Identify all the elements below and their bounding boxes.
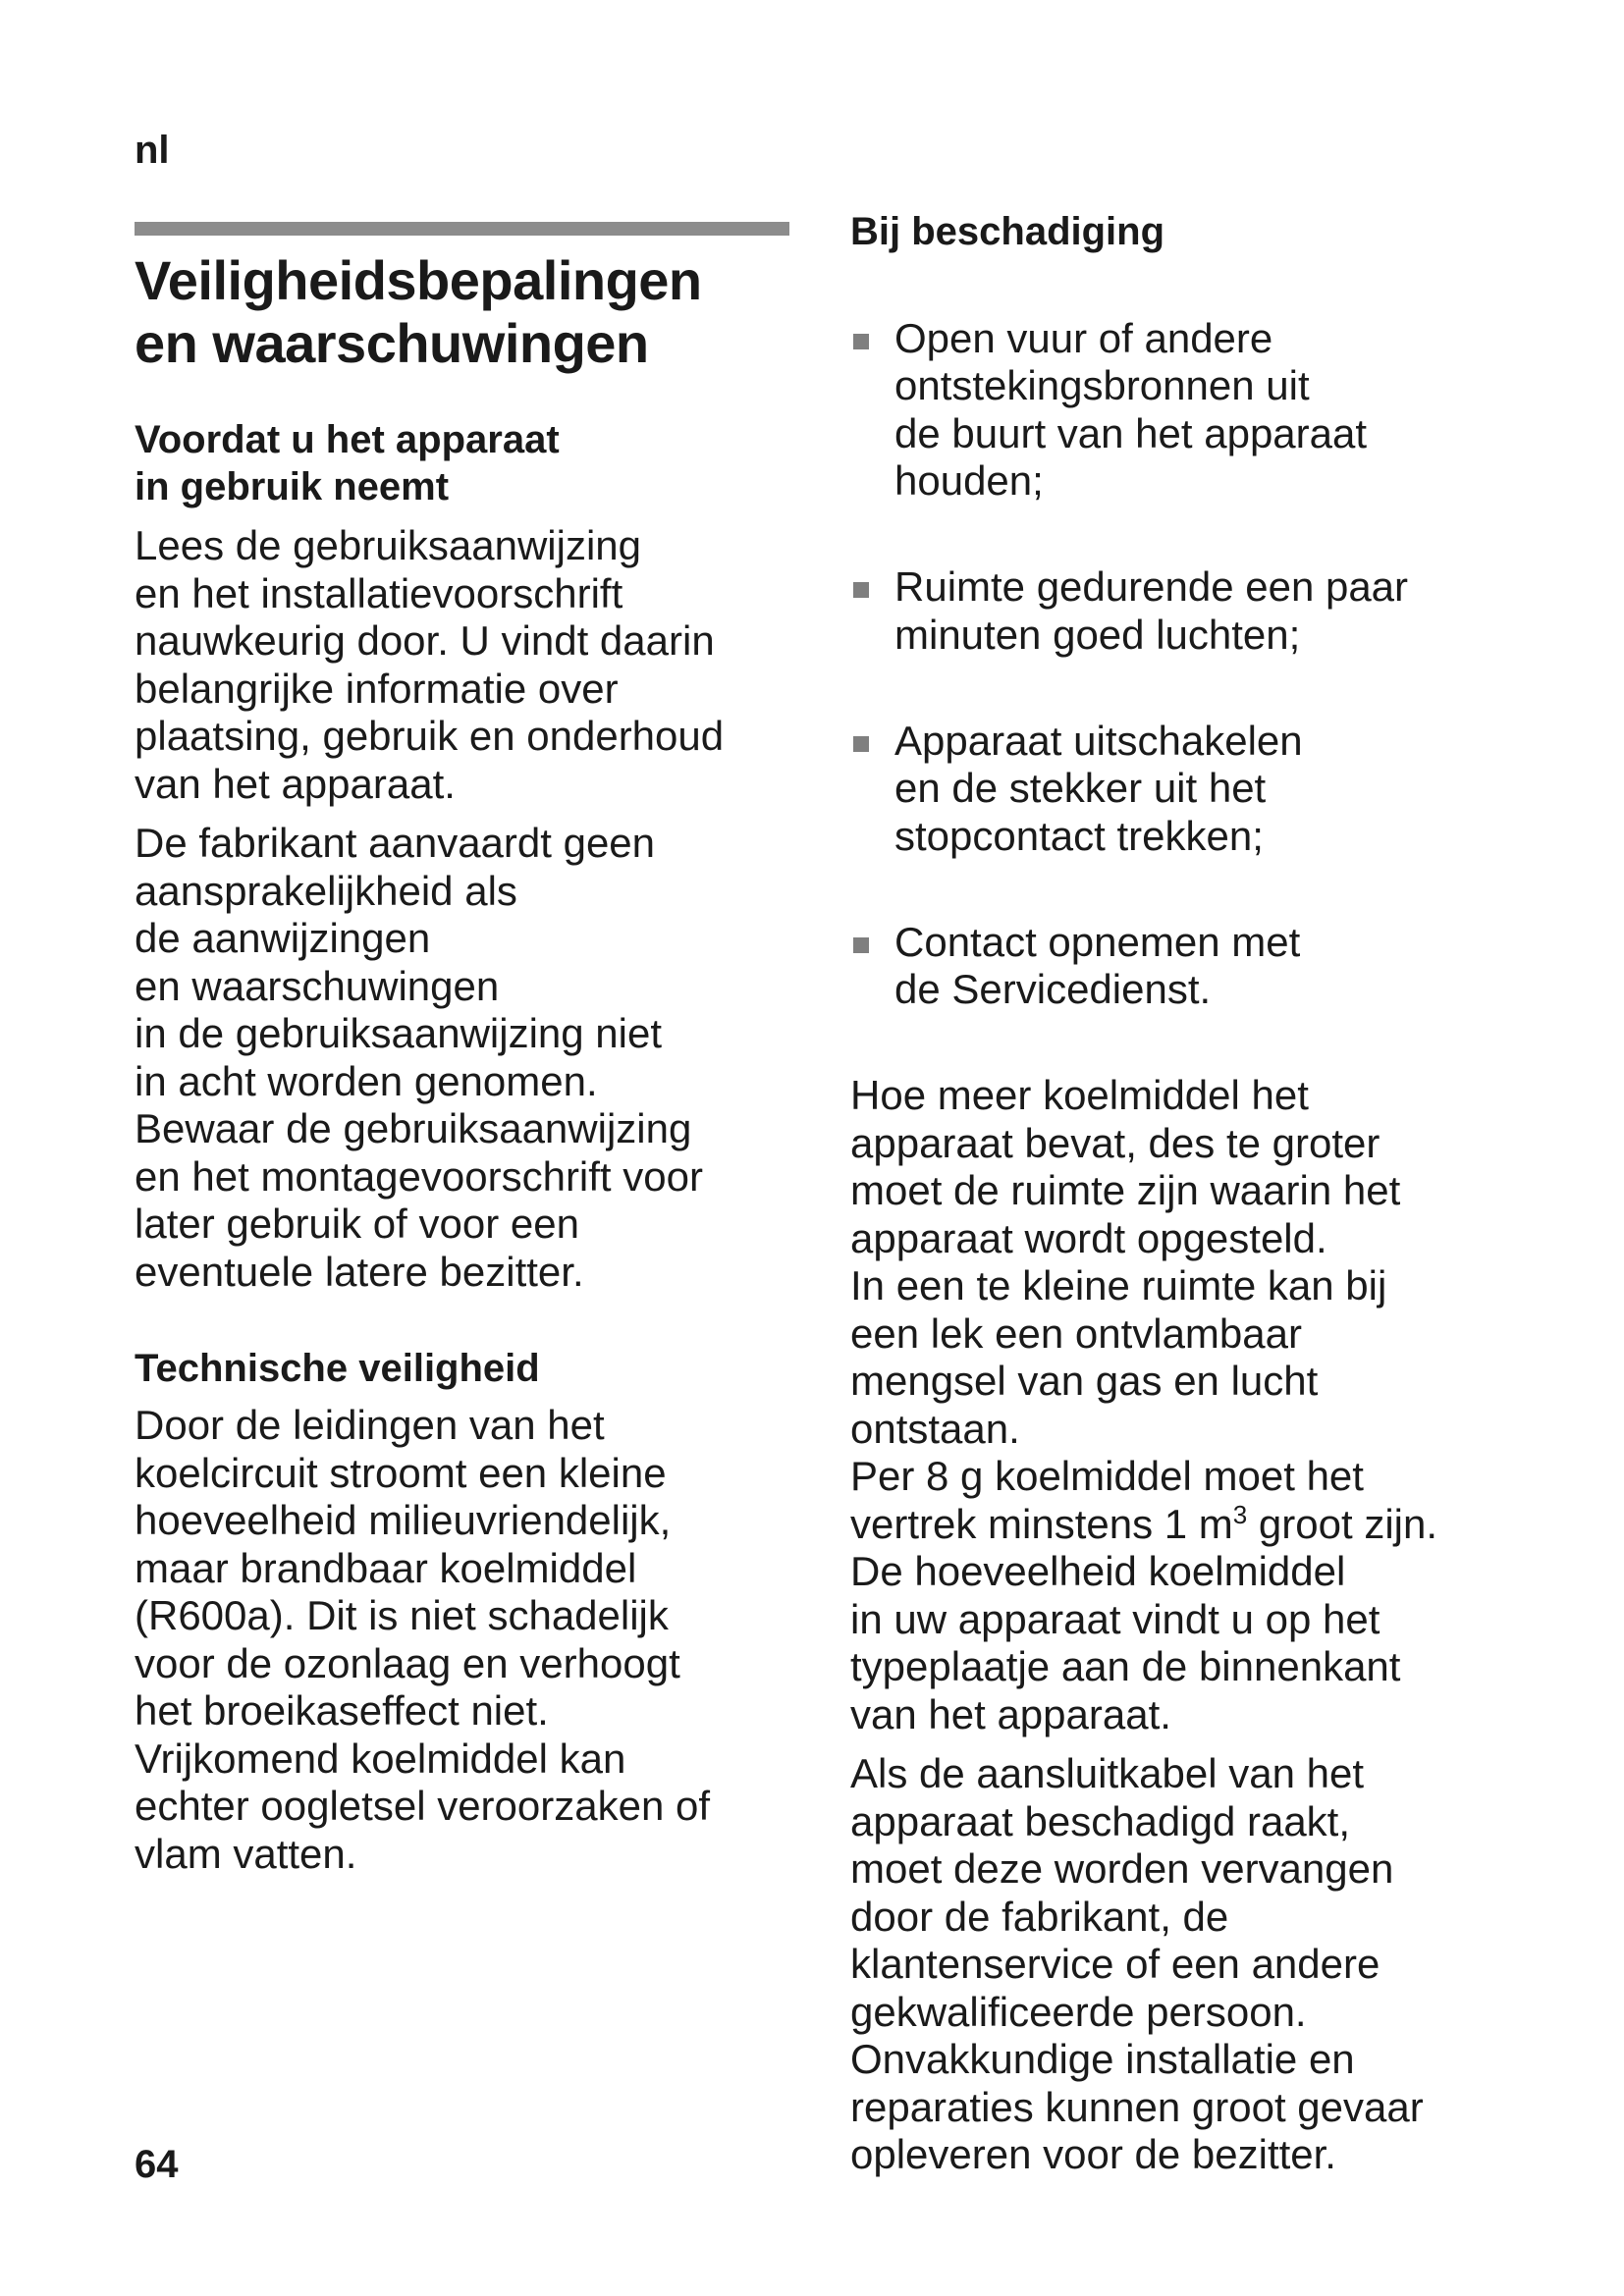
- bullet-square-icon: [853, 582, 869, 598]
- paragraph-power-cable: Als de aansluitkabel van het apparaat beschadigd raakt, moet deze worden vervangen door de fabrikant, de klantenservice of een andere gekwalificeerde persoon. Onvakkundige installatie en reparaties kunnen groot gevaar opleveren voor de bezitter.: [850, 1750, 1424, 2177]
- list-item: [850, 919, 1518, 1014]
- paragraph-refrigerant: Door de leidingen van het koelcircuit stroomt een kleine hoeveelheid milieuvriendelijk, maar brandbaar koelmiddel (R600a). Dit is niet schadelijk voor de ozonlaag en verhoogt het broeikaseffect niet. Vrijkomend koelmiddel kan echter oogletsel veroorzaken of vlam vatten.: [135, 1402, 711, 1877]
- heading-in-case-of-damage: Bij beschadiging: [850, 210, 1165, 253]
- bullet-square-icon: [853, 937, 869, 953]
- list-item: [850, 718, 1518, 861]
- right-column: [850, 208, 1518, 2179]
- language-code: nl: [135, 129, 170, 172]
- list-item-text: Apparaat uitschakelen en de stekker uit het stopcontact trekken;: [894, 717, 1303, 859]
- paragraph-read-instructions: Lees de gebruiksaanwijzing en het installatievoorschrift nauwkeurig door. U vindt daarin belangrijke informatie over plaatsing, gebruik en onderhoud van het apparaat.: [135, 522, 725, 807]
- list-item: [850, 315, 1518, 506]
- room-size-text-a: Hoe meer koelmiddel het apparaat bevat, des te groter moet de ruimte zijn waarin het apparaat wordt opgesteld. In een te kleine ruimte kan bij een lek een ontvlambaar mengsel van gas en lucht ontstaan. Per 8 g koelmiddel moet het vertrek minstens 1 m: [850, 1072, 1401, 1547]
- list-item-text: Ruimte gedurende een paar minuten goed luchten;: [894, 563, 1409, 658]
- list-item-text: Open vuur of andere ontstekingsbronnen uit de buurt van het apparaat houden;: [894, 314, 1368, 504]
- list-item: [850, 563, 1518, 659]
- room-size-text-b: groot zijn. De hoeveelheid koelmiddel in uw apparaat vindt u op het typeplaatje aan de binnenkant van het apparaat.: [850, 1500, 1438, 1737]
- heading-technical-safety: Technische veiligheid: [135, 1347, 540, 1390]
- bullet-square-icon: [853, 736, 869, 752]
- page-number: 64: [135, 2143, 179, 2186]
- list-item-text: Contact opnemen met de Servicedienst.: [894, 918, 1301, 1012]
- section-rule: [135, 222, 789, 236]
- page-title: Veiligheidsbepalingen en waarschuwingen: [135, 249, 702, 374]
- superscript-cubic: 3: [1232, 1499, 1248, 1529]
- heading-before-use: Voordat u het apparaat in gebruik neemt: [135, 418, 560, 508]
- paragraph-liability: De fabrikant aanvaardt geen aansprakelijkheid als de aanwijzingen en waarschuwingen in de gebruiksaanwijzing niet in acht worden genomen. Bewaar de gebruiksaanwijzing en het montagevoorschrift voor later gebruik of voor een eventuele latere bezitter.: [135, 820, 703, 1295]
- damage-instructions-list: [850, 267, 1518, 1072]
- bullet-square-icon: [853, 334, 869, 349]
- left-column: [135, 249, 802, 1878]
- paragraph-room-size: [850, 1072, 1518, 1738]
